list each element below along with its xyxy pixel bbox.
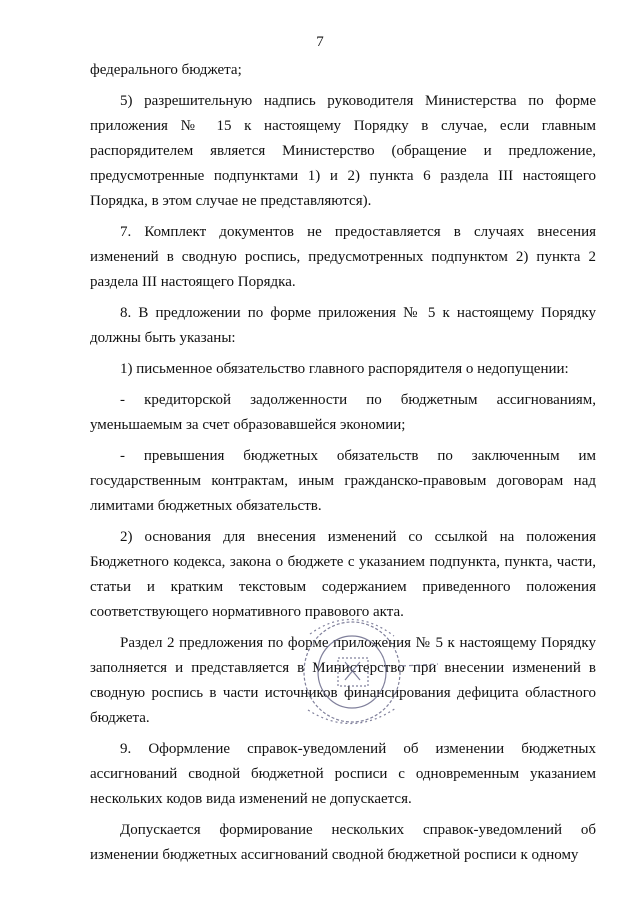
paragraph-section-2-note: Раздел 2 предложения по форме приложения № 5 к настоящему Порядку заполняется и представляется в Министерство при внесении изменений в сводную роспись в части источников финансирования дефицита областного бюджета. xyxy=(90,635,596,726)
paragraph-dash-2: - превышения бюджетных обязательств по заключенным им государственным контрактам, иным гражданско-правовым договорам над лимитами бюджетных обязательств. xyxy=(90,448,596,514)
paragraph-allowed: Допускается формирование нескольких справок-уведомлений об изменении бюджетных ассигнований сводной бюджетной росписи к одному xyxy=(90,822,596,863)
paragraph-item-1: 1) письменное обязательство главного распорядителя о недопущении: xyxy=(120,361,569,377)
paragraph-section-8: 8. В предложении по форме приложения № 5 к настоящему Порядку должны быть указаны: xyxy=(90,305,596,346)
document-body xyxy=(90,58,596,874)
paragraph-section-7: 7. Комплект документов не предоставляется в случаях внесения изменений в сводную роспись, предусмотренных подпунктом 2) пункта 2 раздела III настоящего Порядка. xyxy=(90,224,596,290)
page-number: 7 xyxy=(316,34,324,50)
paragraph-item-5: 5) разрешительную надпись руководителя Министерства по форме приложения № 15 к настоящему Порядку в случае, если главным распорядителем является Министерство (обращение и предложение, предусмотренные подпунктами 1) и 2) пункта 6 раздела III настоящего Порядка, в этом случае не представляются). xyxy=(90,93,596,209)
paragraph-section-9: 9. Оформление справок-уведомлений об изменении бюджетных ассигнований сводной бюджетной росписи с одновременным указанием нескольких кодов вида изменений не допускается. xyxy=(90,741,596,807)
paragraph-item-2: 2) основания для внесения изменений со ссылкой на положения Бюджетного кодекса, закона о бюджете с указанием подпункта, пункта, части, статьи и кратким текстовым содержанием приведенного положения соответствующего нормативного правового акта. xyxy=(90,529,596,620)
paragraph-continuation: федерального бюджета; xyxy=(90,62,242,78)
paragraph-dash-1: - кредиторской задолженности по бюджетным ассигнованиям, уменьшаемым за счет образовавшейся экономии; xyxy=(90,392,596,433)
